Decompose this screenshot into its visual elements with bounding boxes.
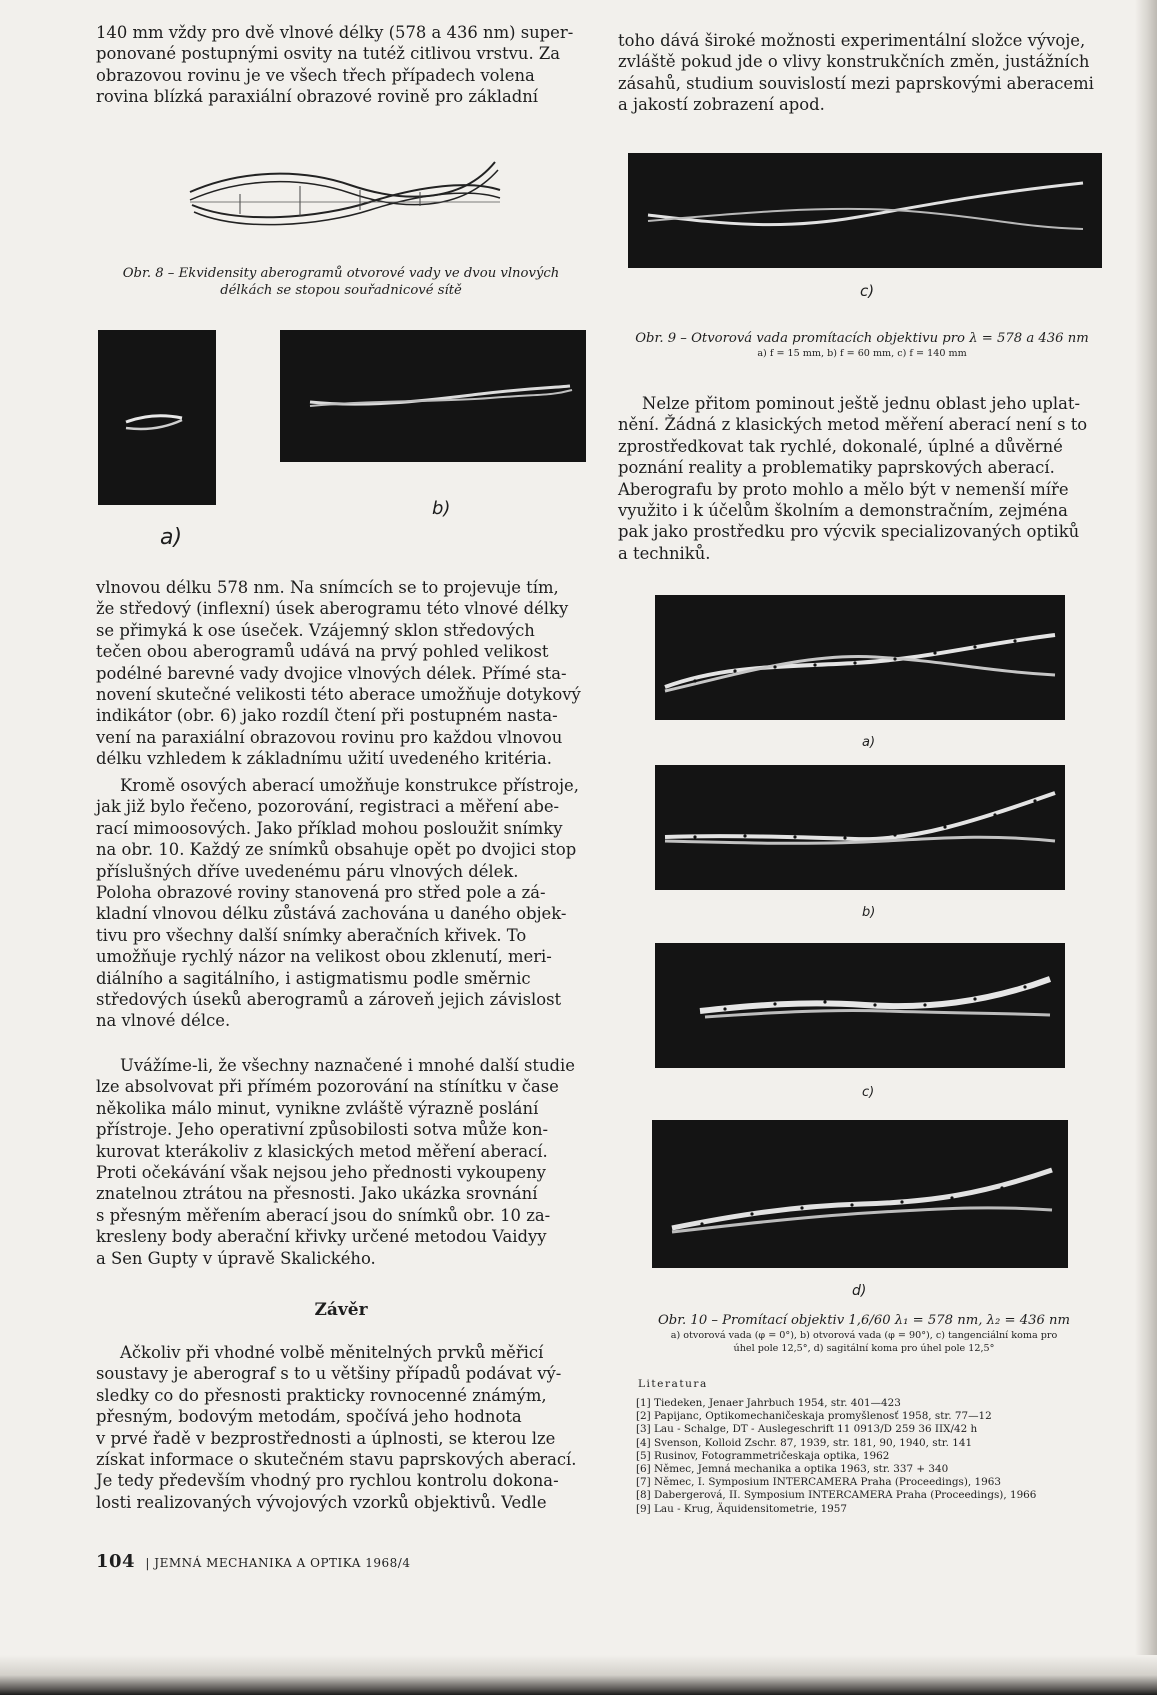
reference-item: [1] Tiedeken, Jenaer Jahrbuch 1954, str. 401—423 xyxy=(636,1397,901,1409)
text-line: tečen obou aberogramů udává na prvý pohled velikost xyxy=(96,642,549,662)
fig8a-label: a) xyxy=(160,525,183,550)
text-line: soustavy je aberograf s to u většiny případů podávat vý- xyxy=(96,1364,562,1384)
text-line: zvláště pokud jde o vlivy konstrukčních změn, justážních xyxy=(618,52,1090,72)
fig9-caption-line2: a) f = 15 mm, b) f = 60 mm, c) f = 140 mm xyxy=(757,348,967,359)
right-para xyxy=(618,393,1102,564)
text-line: a jakostí zobrazení apod. xyxy=(618,95,825,115)
fig10-caption-line3: úhel pole 12,5°, d) sagitální koma pro úhel pole 12,5° xyxy=(733,1343,995,1354)
text-line: v prvé řadě v bezprostřednosti a úplnosti, se kterou lze xyxy=(96,1428,556,1448)
text-line: vlnovou délku 578 nm. Na snímcích se to projevuje tím, xyxy=(96,578,559,597)
text-line: středových úseků aberogramů a zároveň jejich závislost xyxy=(96,990,562,1010)
text-line: Poloha obrazové roviny stanovená pro střed pole a zá- xyxy=(96,883,546,903)
fig9-caption xyxy=(614,330,1110,360)
text-line: a Sen Gupty v úpravě Skalického. xyxy=(96,1248,376,1268)
text-line: Proti očekávání však nejsou jeho přednosti vykoupeny xyxy=(96,1163,546,1183)
right-intro-text xyxy=(618,30,1102,116)
fig8b-photo xyxy=(280,330,586,462)
text-line: přístroje. Jeho operativní způsobilosti sotva může kon- xyxy=(96,1120,549,1140)
text-line: znatelnou ztrátou na přesnosti. Jako ukázka srovnání xyxy=(96,1184,538,1204)
text-line: losti realizovaných vývojových vzorků objektivů. Vedle xyxy=(96,1492,547,1512)
section-heading: Závěr xyxy=(314,1300,368,1320)
text-line: Aberografu by proto mohlo a mělo být v nemenší míře xyxy=(618,479,1069,499)
fig10c-label: c) xyxy=(862,1085,875,1100)
text-line: Uvážíme-li, že všechny naznačené i mnohé další studie xyxy=(120,1056,575,1075)
text-line: přesným, bodovým metodám, spočívá jeho hodnota xyxy=(96,1407,522,1427)
fig10a-label: a) xyxy=(862,735,876,750)
text-line: na obr. 10. Každý ze snímků obsahuje opět po dvojici stop xyxy=(96,840,577,860)
text-line: lze absolvovat při přímém pozorování na stínítku v čase xyxy=(96,1077,559,1097)
text-line: s přesným měřením aberací jsou do snímků obr. 10 za- xyxy=(96,1205,551,1225)
fig8a-photo xyxy=(98,330,216,505)
fig8-caption-line2: délkách se stopou souřadnicové sítě xyxy=(220,283,462,298)
text-line: umožňuje rychlý názor na velikost obou zklenutí, meri- xyxy=(96,947,552,967)
fig9-caption-line1: Obr. 9 – Otvorová vada promítacích objektivu pro λ = 578 a 436 nm xyxy=(635,331,1089,346)
fig10a-photo xyxy=(655,595,1065,720)
reference-item: [2] Papijanc, Optikomechaničeskaja promyšlenosť 1958, str. 77—12 xyxy=(636,1410,992,1423)
text-line: rací mimoosových. Jako příklad mohou posloužit snímky xyxy=(96,818,563,838)
text-line: rovina blízká paraxiální obrazové rovině pro základní xyxy=(96,87,539,107)
text-line: jak již bylo řečeno, pozorování, registraci a měření abe- xyxy=(96,797,560,817)
reference-item: [8] Dabergerová, II. Symposium INTERCAMERA Praha (Proceedings), 1966 xyxy=(636,1489,1037,1502)
text-line: sledky co do přesnosti prakticky rovnocenné známým, xyxy=(96,1385,547,1405)
journal-name: | JEMNÁ MECHANIKA A OPTIKA 1968/4 xyxy=(145,1556,411,1570)
fig9c-label: c) xyxy=(860,282,875,300)
left-para3 xyxy=(96,1055,586,1269)
reference-item: [4] Svenson, Kolloid Zschr. 87, 1939, str. 181, 90, 1940, str. 141 xyxy=(636,1436,973,1449)
text-line: se přimyká k ose úseček. Vzájemný sklon středových xyxy=(96,620,535,640)
text-line: Je tedy především vhodný pro rychlou kontrolu dokona- xyxy=(96,1471,559,1491)
left-intro-text xyxy=(96,22,586,108)
fig10b-photo xyxy=(655,765,1065,890)
fig10d-photo xyxy=(652,1120,1068,1268)
text-line: a techniků. xyxy=(618,543,711,563)
text-line: podélné barevné vady dvojice vlnových délek. Přímé sta- xyxy=(96,663,567,683)
text-line: tivu pro všechny další snímky aberačních křivek. To xyxy=(96,925,527,945)
left-para2 xyxy=(96,775,586,1032)
text-line: Ačkoliv při vhodné volbě měnitelných prvků měřicí xyxy=(120,1343,544,1362)
text-line: délku vzhledem k základnímu užití uvedeného kritéria. xyxy=(96,749,552,769)
text-line: nění. Žádná z klasických metod měření aberací není s to xyxy=(618,415,1088,435)
text-line: indikátor (obr. 6) jako rozdíl čtení při postupném nasta- xyxy=(96,706,558,726)
fig10-caption xyxy=(616,1312,1112,1355)
text-line: toho dává široké možnosti experimentální složce vývoje, xyxy=(618,31,1086,50)
text-line: že středový (inflexní) úsek aberogramu této vlnové délky xyxy=(96,599,569,619)
fig10-caption-line1: Obr. 10 – Promítací objektiv 1,6/60 λ₁ = 578 nm, λ₂ = 436 nm xyxy=(657,1313,1071,1328)
left-para1 xyxy=(96,577,586,770)
text-line: kladní vlnovou délku zůstává zachována u daného objek- xyxy=(96,904,567,924)
fig10c-photo xyxy=(655,943,1065,1068)
text-line: Kromě osových aberací umožňuje konstrukce přístroje, xyxy=(120,776,579,795)
reference-item: [7] Němec, I. Symposium INTERCAMERA Praha (Proceedings), 1963 xyxy=(636,1476,1001,1489)
fig8-equidensity-drawing xyxy=(180,150,510,235)
page-footer xyxy=(96,1551,410,1572)
fig10-caption-line2: a) otvorová vada (φ = 0°), b) otvorová vada (φ = 90°), c) tangenciální koma pro xyxy=(670,1330,1058,1341)
text-line: ponované postupnými osvity na tutéž citlivou vrstvu. Za xyxy=(96,44,561,64)
text-line: kurovat kterákoliv z klasických metod měření aberací. xyxy=(96,1141,548,1161)
text-line: poznání reality a problematiky paprskových aberací. xyxy=(618,458,1055,478)
text-line: diálního a sagitálního, i astigmatismu podle směrnic xyxy=(96,968,531,988)
reference-item: [9] Lau - Krug, Äquidensitometrie, 1957 xyxy=(636,1502,848,1515)
text-line: zprostředkovat tak rychlé, dokonalé, úplné a důvěrné xyxy=(618,436,1063,456)
fig9c-photo xyxy=(628,153,1102,268)
page-edge-shadow xyxy=(1135,0,1157,1695)
text-line: vení na paraxiální obrazovou rovinu pro každou vlnovou xyxy=(96,727,563,747)
text-line: pak jako prostředku pro výcvik specializovaných optiků xyxy=(618,522,1080,542)
text-line: příslušných dříve uvedenému páru vlnových délek. xyxy=(96,861,519,881)
text-line: zásahů, studium souvislostí mezi paprskovými aberacemi xyxy=(618,73,1094,93)
reference-list xyxy=(636,1397,1106,1516)
text-line: získat informace o skutečném stavu paprskových aberací. xyxy=(96,1450,577,1470)
reference-item: [6] Němec, Jemná mechanika a optika 1963, str. 337 + 340 xyxy=(636,1463,949,1476)
reference-item: [3] Lau - Schalge, DT - Auslegeschrift 11 0913/D 259 36 IIX/42 h xyxy=(636,1423,978,1436)
text-line: na vlnové délce. xyxy=(96,1011,231,1031)
page-bottom-edge xyxy=(0,1655,1157,1695)
text-line: obrazovou rovinu je ve všech třech případech volena xyxy=(96,65,535,85)
text-line: využito i k účelům školním a demonstračním, zejména xyxy=(618,501,1068,521)
fig10b-label: b) xyxy=(862,905,876,920)
left-para4 xyxy=(96,1342,586,1513)
text-line: 140 mm vždy pro dvě vlnové délky (578 a 436 nm) super- xyxy=(96,23,574,42)
fig8b-label: b) xyxy=(432,498,451,519)
text-line: novení skutečné velikosti této aberace umožňuje dotykový xyxy=(96,685,581,705)
text-line: několika málo minut, vynikne zvláště výrazně poslání xyxy=(96,1098,539,1118)
fig8-caption xyxy=(96,265,586,299)
fig10d-label: d) xyxy=(852,1283,867,1299)
reference-item: [5] Rusinov, Fotogrammetričeskaja optika, 1962 xyxy=(636,1449,890,1462)
text-line: kresleny body aberační křivky určené metodou Vaidyy xyxy=(96,1227,547,1247)
fig8-caption-line1: Obr. 8 – Ekvidensity aberogramů otvorové vady ve dvou vlnových xyxy=(122,266,560,281)
literature-title: Literatura xyxy=(638,1378,708,1390)
page-number: 104 xyxy=(96,1551,136,1572)
text-line: Nelze přitom pominout ještě jednu oblast jeho uplat- xyxy=(642,394,1081,413)
